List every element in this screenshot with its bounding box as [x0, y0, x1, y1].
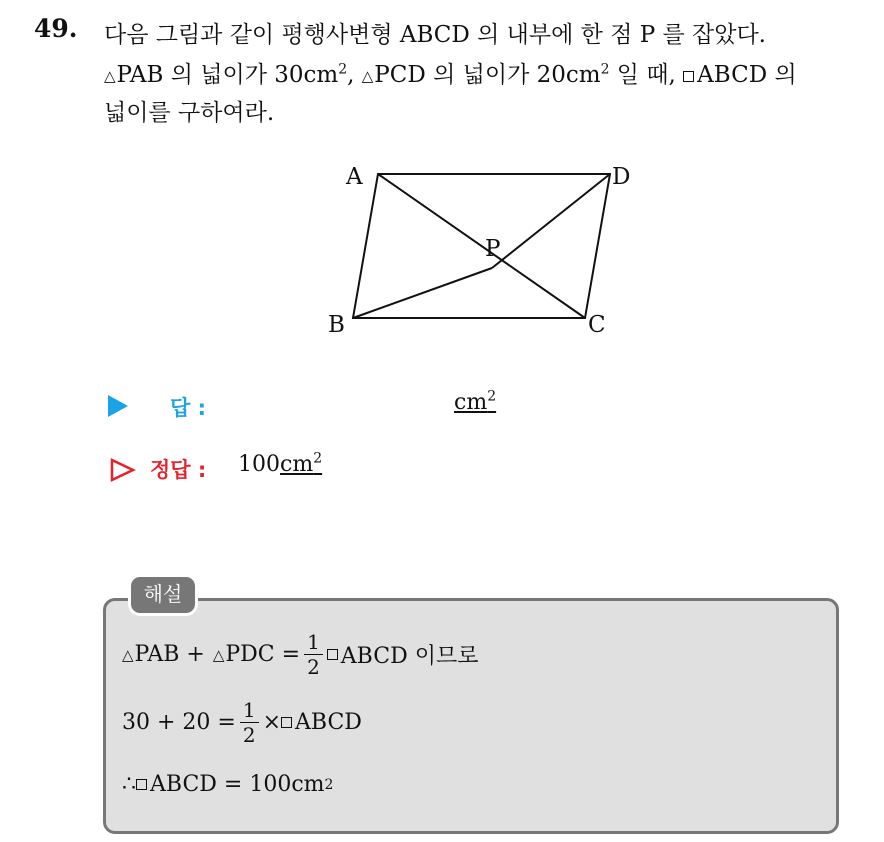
- fraction-one-half: $\frac{1}{2}$: [304, 632, 323, 677]
- explanation-line-1: △ PAB + △ PDC = $\frac{1}{2}$ ABCD 이므로: [122, 630, 479, 679]
- fraction-one-half: $\frac{1}{2}$: [240, 700, 259, 745]
- square-symbol-icon: [136, 779, 147, 790]
- correct-answer-label: 정답 :: [150, 458, 207, 482]
- label-c: C: [588, 312, 606, 338]
- question-line-3: 넓이를 구하여라.: [104, 100, 275, 126]
- square-symbol-icon: [281, 717, 292, 728]
- square-symbol-icon: [327, 649, 338, 660]
- label-d: D: [612, 164, 631, 190]
- square-symbol-icon: [683, 71, 694, 82]
- label-a: A: [346, 164, 363, 190]
- label-b: B: [328, 312, 345, 338]
- play-triangle-icon: [108, 395, 128, 417]
- segment-pd: [492, 174, 610, 268]
- question-line-2: △PAB 의 넓이가 $30cm^2$, △PCD 의 넓이가 $20cm^2$ 일 때, ABCD 의: [104, 61, 797, 88]
- triangle-symbol-icon: △: [104, 67, 116, 85]
- parallelogram-figure: [320, 150, 650, 350]
- triangle-symbol-icon: △: [212, 645, 225, 664]
- segment-pb: [353, 268, 492, 318]
- question-number: 49.: [34, 14, 78, 43]
- outline-triangle-icon: [110, 458, 136, 482]
- segment-pa-pc: [378, 174, 585, 318]
- explanation-tab: 해설: [128, 574, 198, 616]
- correct-answer-row: [108, 450, 528, 484]
- explanation-line-2: 30 + 20 = $\frac{1}{2}$ × ABCD: [122, 698, 362, 747]
- correct-answer-unit: $cm^2$: [280, 450, 323, 477]
- correct-answer-value: $100cm^2$: [238, 450, 323, 477]
- answer-row: [108, 388, 528, 422]
- triangle-symbol-icon: △: [361, 67, 374, 85]
- answer-label: 답 :: [170, 396, 206, 420]
- explanation-line-3: ∴ ABCD = 100cm 2: [122, 772, 334, 797]
- answer-unit: $cm^2$: [454, 388, 497, 415]
- question-line-1: 다음 그림과 같이 평행사변형 ABCD 의 내부에 한 점 P 를 잡았다.: [104, 22, 766, 48]
- label-p: P: [485, 236, 501, 262]
- triangle-symbol-icon: △: [122, 645, 134, 664]
